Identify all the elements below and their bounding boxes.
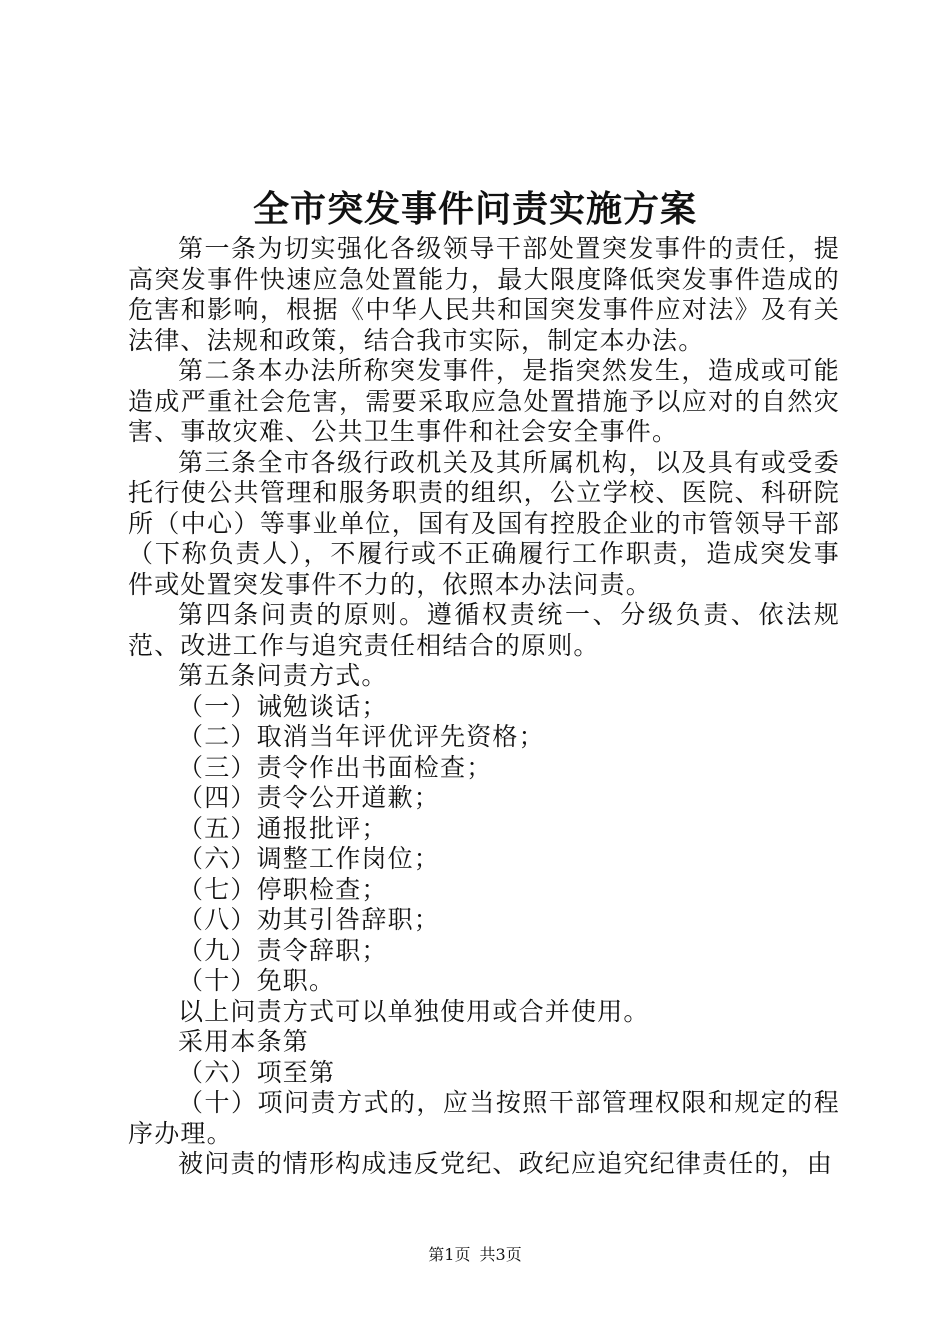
- tail-line: （十）项问责方式的，应当按照干部管理权限和规定的程序办理。: [128, 1088, 840, 1148]
- list-item: （四）责令公开道歉；: [178, 783, 441, 812]
- list-item: （八）劝其引咎辞职；: [178, 905, 441, 934]
- article-2-paragraph: 第二条本办法所称突发事件，是指突然发生，造成或可能造成严重社会危害，需要采取应急处置措施予以应对的自然灾害、事故灾难、公共卫生事件和社会安全事件。: [128, 356, 840, 446]
- list-item: （三）责令作出书面检查；: [178, 752, 493, 782]
- document-body: [128, 234, 840, 1180]
- list-item: （二）取消当年评优评先资格；: [178, 722, 545, 751]
- tail-line: 被问责的情形构成违反党纪、政纪应追究纪律责任的，由: [178, 1149, 834, 1178]
- article-5-paragraph: 第五条问责方式。: [178, 661, 388, 690]
- page-footer: [0, 1242, 950, 1265]
- list-item: （五）通报批评；: [178, 813, 388, 843]
- list-item: （一）诫勉谈话；: [178, 691, 388, 721]
- tail-line: 以上问责方式可以单独使用或合并使用。: [178, 996, 650, 1026]
- page-total: 共3页: [479, 1245, 522, 1264]
- list-item: （六）调整工作岗位；: [178, 844, 441, 873]
- page-number: 第1页: [428, 1245, 471, 1264]
- article-4-paragraph: 第四条问责的原则。遵循权责统一、分级负责、依法规范、改进工作与追究责任相结合的原则。: [128, 600, 840, 660]
- document-title: 全市突发事件问责实施方案: [252, 189, 697, 230]
- tail-line: （六）项至第: [178, 1057, 336, 1087]
- list-item: （七）停职检查；: [178, 874, 388, 904]
- list-item: （九）责令辞职；: [178, 935, 388, 965]
- article-1-paragraph: 第一条为切实强化各级领导干部处置突发事件的责任，提高突发事件快速应急处置能力，最大限度降低突发事件造成的危害和影响，根据《中华人民共和国突发事件应对法》及有关法律、法规和政策，结合我市实际，制定本办法。: [128, 234, 840, 355]
- tail-line: 采用本条第: [178, 1027, 310, 1056]
- list-item: （十）免职。: [178, 966, 336, 995]
- article-3-paragraph: 第三条全市各级行政机关及其所属机构，以及具有或受委托行使公共管理和服务职责的组织，公立学校、医院、科研院所（中心）等事业单位，国有及国有控股企业的市管领导干部（下称负责人），不履行或不正确履行工作职责，造成突发事件或处置突发事件不力的，依照本办法问责。: [128, 447, 840, 599]
